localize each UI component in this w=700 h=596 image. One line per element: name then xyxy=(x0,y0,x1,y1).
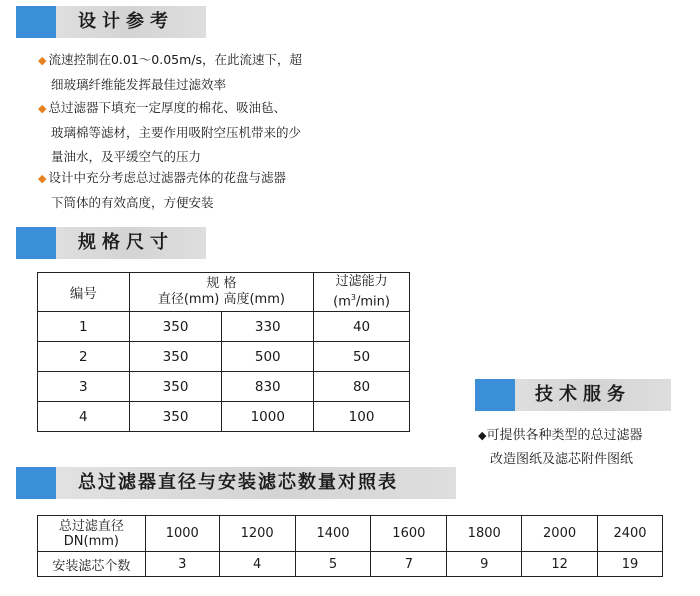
service-text: ◆可提供各种类型的总过滤器 改造图纸及滤芯附件图纸 xyxy=(478,428,643,467)
capacity-header: 过滤能力 $(m^3/\min)$ xyxy=(314,273,410,312)
table-row: 4 350 1000 100 xyxy=(38,402,410,432)
compare-table xyxy=(37,515,663,577)
design-bullet-1: ◆ 流速控制在0.01～0.05m/s，在此流速下，超 细玻璃纤维能发挥最佳过滤效率 xyxy=(38,52,303,92)
header-accent-block xyxy=(475,379,515,411)
header-accent-block xyxy=(16,6,56,38)
count-label: 安装滤芯个数 xyxy=(38,552,146,577)
table-row: 1 350 330 40 xyxy=(38,312,410,342)
dn-row: 总过滤直径 DN(mm) 1000 1200 1400 1600 1800 2000 2400 xyxy=(38,516,663,552)
count-row: 安装滤芯个数 3 4 5 7 9 12 19 xyxy=(38,552,663,577)
service-section-header xyxy=(475,379,671,411)
spec-header: 规 格 直径(mm) 高度(mm) xyxy=(129,273,313,312)
design-bullet-2: ◆ 总过滤器下填充一定厚度的棉花、吸油毡、 玻璃棉等滤材，主要作用吸附空压机带来的少 量油水，及平缓空气的压力 xyxy=(38,100,302,164)
diamond-bullet-icon: ◆ xyxy=(478,429,487,442)
table-row: 2 350 500 50 xyxy=(38,342,410,372)
design-section-title: 设计参考 xyxy=(78,11,174,32)
service-section-title: 技术服务 xyxy=(535,384,631,405)
number-header: 编号 xyxy=(38,273,130,312)
compare-section-title: 总过滤器直径与安装滤芯数量对照表 xyxy=(78,472,398,493)
spec-section-header xyxy=(16,227,206,259)
diamond-bullet-icon: ◆ xyxy=(38,102,47,115)
header-accent-block xyxy=(16,467,56,499)
header-accent-block xyxy=(16,227,56,259)
spec-table xyxy=(37,272,410,432)
diamond-bullet-icon: ◆ xyxy=(38,54,47,67)
diamond-bullet-icon: ◆ xyxy=(38,172,47,185)
table-header-row xyxy=(38,273,410,312)
spec-section-title: 规格尺寸 xyxy=(78,232,174,253)
dn-label: 总过滤直径 DN(mm) xyxy=(38,516,146,552)
design-section-header xyxy=(16,6,206,38)
design-bullet-3: ◆ 设计中充分考虑总过滤器壳体的花盘与滤器 下筒体的有效高度，方便安装 xyxy=(38,170,286,210)
compare-section-header xyxy=(16,467,456,499)
table-row: 3 350 830 80 xyxy=(38,372,410,402)
